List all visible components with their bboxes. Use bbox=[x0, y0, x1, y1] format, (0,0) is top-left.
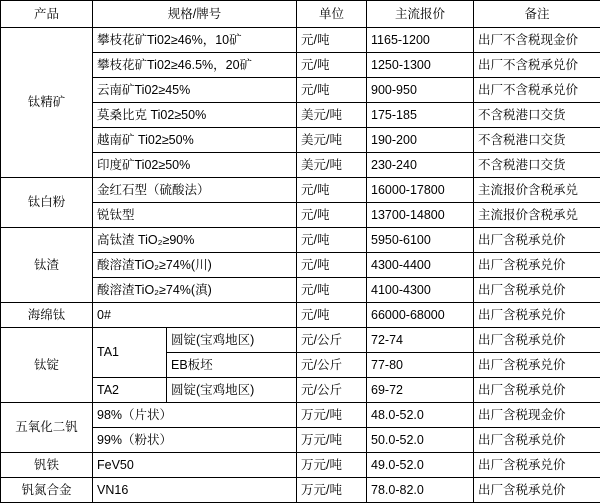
table-row bbox=[1, 453, 600, 478]
price-cell: 13700-14800 bbox=[367, 203, 474, 228]
table-row bbox=[1, 328, 600, 353]
price-cell: 69-72 bbox=[367, 378, 474, 403]
spec-cell: 酸溶渣TiO₂≥74%(川) bbox=[93, 253, 297, 278]
spec-cell: 0# bbox=[93, 303, 297, 328]
note-cell: 出厂含税承兑价 bbox=[474, 328, 600, 353]
category-label: 钛精矿 bbox=[1, 28, 93, 178]
note-cell: 出厂含税承兑价 bbox=[474, 253, 600, 278]
price-cell: 900-950 bbox=[367, 78, 474, 103]
note-cell: 出厂含税承兑价 bbox=[474, 303, 600, 328]
unit-cell: 万元/吨 bbox=[297, 478, 367, 503]
subspec-cell: 圆锭(宝鸡地区) bbox=[167, 328, 297, 353]
price-cell: 4100-4300 bbox=[367, 278, 474, 303]
header-note: 备注 bbox=[474, 1, 600, 28]
category-label: 海绵钛 bbox=[1, 303, 93, 328]
category-label: 钛渣 bbox=[1, 228, 93, 303]
spec-cell: 金红石型（硫酸法） bbox=[93, 178, 297, 203]
price-cell: 66000-68000 bbox=[367, 303, 474, 328]
spec-cell: FeV50 bbox=[93, 453, 297, 478]
spec-cell: 越南矿 Ti02≥50% bbox=[93, 128, 297, 153]
note-cell: 出厂含税承兑价 bbox=[474, 453, 600, 478]
note-cell: 出厂含税承兑价 bbox=[474, 428, 600, 453]
unit-cell: 元/公斤 bbox=[297, 353, 367, 378]
note-cell: 出厂含税承兑价 bbox=[474, 278, 600, 303]
spec-cell: 99%（粉状） bbox=[93, 428, 297, 453]
price-cell: 48.0-52.0 bbox=[367, 403, 474, 428]
subspec-cell: EB板坯 bbox=[167, 353, 297, 378]
header-price: 主流报价 bbox=[367, 1, 474, 28]
unit-cell: 元/公斤 bbox=[297, 378, 367, 403]
unit-cell: 元/吨 bbox=[297, 78, 367, 103]
subspec-cell: 圆锭(宝鸡地区) bbox=[167, 378, 297, 403]
price-cell: 230-240 bbox=[367, 153, 474, 178]
table-header-row bbox=[1, 1, 600, 28]
price-cell: 175-185 bbox=[367, 103, 474, 128]
price-cell: 190-200 bbox=[367, 128, 474, 153]
spec-cell: 云南矿Ti02≥45% bbox=[93, 78, 297, 103]
price-cell: 50.0-52.0 bbox=[367, 428, 474, 453]
note-cell: 出厂含税现金价 bbox=[474, 403, 600, 428]
note-cell: 出厂不含税现金价 bbox=[474, 28, 600, 53]
unit-cell: 元/公斤 bbox=[297, 328, 367, 353]
note-cell: 出厂含税承兑价 bbox=[474, 378, 600, 403]
price-cell: 77-80 bbox=[367, 353, 474, 378]
spec-cell: 98%（片状） bbox=[93, 403, 297, 428]
grade-cell: TA2 bbox=[93, 378, 167, 403]
spec-cell: VN16 bbox=[93, 478, 297, 503]
spec-cell: 锐钛型 bbox=[93, 203, 297, 228]
note-cell: 出厂含税承兑价 bbox=[474, 228, 600, 253]
category-label: 钛锭 bbox=[1, 328, 93, 403]
spec-cell: 攀枝花矿Ti02≥46%，10矿 bbox=[93, 28, 297, 53]
grade-cell: TA1 bbox=[93, 328, 167, 378]
price-cell: 72-74 bbox=[367, 328, 474, 353]
unit-cell: 元/吨 bbox=[297, 203, 367, 228]
unit-cell: 元/吨 bbox=[297, 278, 367, 303]
unit-cell: 万元/吨 bbox=[297, 428, 367, 453]
table-row bbox=[1, 403, 600, 428]
note-cell: 出厂含税承兑价 bbox=[474, 478, 600, 503]
price-cell: 16000-17800 bbox=[367, 178, 474, 203]
unit-cell: 美元/吨 bbox=[297, 153, 367, 178]
unit-cell: 元/吨 bbox=[297, 303, 367, 328]
category-label: 钒铁 bbox=[1, 453, 93, 478]
spec-cell: 攀枝花矿Ti02≥46.5%，20矿 bbox=[93, 53, 297, 78]
table-row bbox=[1, 178, 600, 203]
note-cell: 主流报价含税承兑 bbox=[474, 203, 600, 228]
unit-cell: 美元/吨 bbox=[297, 128, 367, 153]
spec-cell: 莫桑比克 Ti02≥50% bbox=[93, 103, 297, 128]
spec-cell: 印度矿Ti02≥50% bbox=[93, 153, 297, 178]
spec-cell: 酸溶渣TiO₂≥74%(滇) bbox=[93, 278, 297, 303]
unit-cell: 美元/吨 bbox=[297, 103, 367, 128]
note-cell: 出厂不含税承兑价 bbox=[474, 78, 600, 103]
category-label: 钛白粉 bbox=[1, 178, 93, 228]
note-cell: 不含税港口交货 bbox=[474, 128, 600, 153]
price-cell: 1250-1300 bbox=[367, 53, 474, 78]
spec-cell: 高钛渣 TiO₂≥90% bbox=[93, 228, 297, 253]
category-label: 钒氮合金 bbox=[1, 478, 93, 503]
table-row bbox=[1, 303, 600, 328]
unit-cell: 元/吨 bbox=[297, 178, 367, 203]
unit-cell: 元/吨 bbox=[297, 253, 367, 278]
table-row bbox=[1, 28, 600, 53]
price-cell: 78.0-82.0 bbox=[367, 478, 474, 503]
note-cell: 不含税港口交货 bbox=[474, 153, 600, 178]
header-spec: 规格/牌号 bbox=[93, 1, 297, 28]
category-label: 五氧化二钒 bbox=[1, 403, 93, 453]
unit-cell: 万元/吨 bbox=[297, 403, 367, 428]
unit-cell: 元/吨 bbox=[297, 28, 367, 53]
price-cell: 1165-1200 bbox=[367, 28, 474, 53]
note-cell: 不含税港口交货 bbox=[474, 103, 600, 128]
note-cell: 主流报价含税承兑 bbox=[474, 178, 600, 203]
header-product: 产品 bbox=[1, 1, 93, 28]
note-cell: 出厂不含税承兑价 bbox=[474, 53, 600, 78]
unit-cell: 万元/吨 bbox=[297, 453, 367, 478]
table-row bbox=[1, 228, 600, 253]
unit-cell: 元/吨 bbox=[297, 228, 367, 253]
table-row bbox=[1, 478, 600, 503]
header-unit: 单位 bbox=[297, 1, 367, 28]
price-cell: 4300-4400 bbox=[367, 253, 474, 278]
price-cell: 5950-6100 bbox=[367, 228, 474, 253]
price-cell: 49.0-52.0 bbox=[367, 453, 474, 478]
note-cell: 出厂含税承兑价 bbox=[474, 353, 600, 378]
unit-cell: 元/吨 bbox=[297, 53, 367, 78]
